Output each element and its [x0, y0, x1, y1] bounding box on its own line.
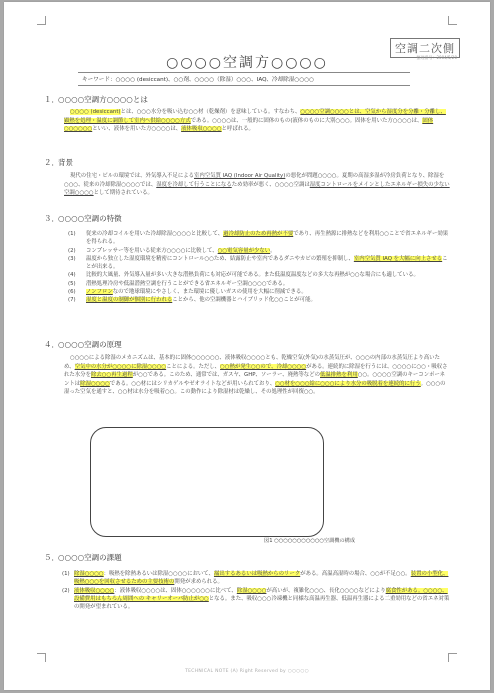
list-item[interactable] — [68, 255, 450, 272]
section-number: ２． — [44, 158, 59, 167]
crop-mark-bottom-left — [37, 653, 46, 662]
highlight-text: ○○熱が発生○○ので、冷却○○○○ — [220, 363, 307, 370]
highlight-text: 腐食性がある — [385, 587, 418, 594]
section-number: ３． — [44, 214, 59, 223]
section-heading-5[interactable] — [44, 552, 122, 563]
highlight-text: ○○○○ (desiccant) — [70, 109, 121, 115]
issues-list — [62, 570, 450, 611]
highlight-text: 湿度と温度の制御が個別に行われる — [86, 297, 173, 304]
footer-copyright: TECHNICAL NOTE (A) Right Reserved by ○○○○○ — [185, 669, 309, 674]
highlight-text: 除湿○○○○ — [80, 380, 110, 387]
list-number: (1) — [62, 571, 70, 577]
keywords-line[interactable]: キーワード：○○○○ (desiccant)、○○剤、○○○○（除湿）○○○、IAQ、冷却除湿○○○○ — [82, 77, 314, 83]
document-number: 整理番号：2004/5/20 — [416, 55, 457, 60]
section-number: ４． — [44, 340, 59, 349]
list-number: (2) — [62, 587, 70, 594]
body-text: として期待されている。 — [93, 190, 153, 197]
highlight-text: 。○○○○、設備費用はもちろん周囲への キャリーオーバ防止が○○ — [74, 587, 448, 602]
body-text: 開発が求められる。 — [174, 579, 223, 586]
page-title[interactable]: ○○○○空調方○○○○ — [166, 55, 328, 71]
section-heading-2[interactable] — [44, 157, 73, 168]
highlight-text: 過冷却防止のため再熱が不要 — [223, 231, 294, 237]
list-item[interactable] — [68, 296, 450, 304]
body-text: 比較的大風量、外気導入量が多い大きな潜熱負荷にも対応が可能である。また低温度温度などの多大な再熱が○○な場合にも適している。 — [86, 272, 419, 279]
section-title: ○○○○空調の課題 — [58, 553, 122, 562]
list-number: (4) — [68, 272, 76, 279]
section-title: ○○○○空調の原理 — [58, 340, 122, 349]
body-text: ：液体吸収○○○○は、固体○○○○○○に比べて、 — [114, 587, 237, 594]
list-item[interactable] — [68, 280, 450, 288]
body-text: がある。高温高湿時の場合、○○が不足○○。 — [300, 571, 411, 577]
highlight-text: 固体○○○○○○ — [64, 117, 434, 133]
highlight-text: 液体吸収○○○○ — [181, 126, 222, 133]
section-1-paragraph[interactable] — [64, 108, 450, 134]
section-title: ○○○○空調の特徴 — [58, 214, 122, 223]
features-list — [68, 230, 450, 305]
section-4-paragraph[interactable] — [64, 354, 450, 397]
highlight-text: 空気中の水分が○○○○に除湿○○○○ — [74, 363, 167, 370]
body-text: 潜熱処理冷房や低温潜熱空調を行うことができる省エネルギー空調○○○○である。 — [86, 280, 289, 287]
figure-caption: 図1 ○○○○○○○○○○○空調機の構成 — [264, 538, 356, 544]
highlight-text: ○○材を○○○給に○○○により水分の吸脱着を連続的に行う — [275, 380, 421, 387]
list-item[interactable] — [68, 271, 450, 279]
body-text: がある。連続的に除湿を行うには、○○○○に○○・吸収された水分を — [64, 363, 448, 379]
body-text: ○○○○による除湿のメカニズムは、基本的に固体○○○○○○、液体吸収○○○○とも、乾燥空気(外気)の水蒸気圧が、○○○の内部の水蒸気圧より高いため、 — [64, 355, 440, 370]
body-text: 。○○○の湿った空気を通すと、○○材は水分を吸着○○。この動作により除湿材は乾燥し、その処理性が回復○○。 — [64, 380, 446, 396]
document-page — [4, 2, 490, 690]
section-number: １． — [44, 95, 59, 104]
list-item[interactable] — [68, 288, 450, 296]
body-text: である。○○○○は、一般的に固体のもの(液体のものに大別○○○。固体を用いた方○○○○は、 — [190, 117, 423, 124]
list-item[interactable] — [62, 587, 450, 612]
section-title: 背景 — [58, 158, 73, 167]
divider — [78, 85, 410, 86]
body-text: の悪化が問題○○○○。夏期の高湿多湿が冷房負荷となり、除湿を○○○、従来の冷却除湿○○○○では、 — [64, 173, 445, 188]
body-text: と呼ばれる。 — [221, 126, 254, 133]
highlight-text: 液体吸収○○○○ — [74, 587, 115, 594]
body-text: 。 — [270, 247, 276, 254]
highlight-text: ○○○○空調○○○○とは、空気から湿度分を分離・分離し、顕熱を処理・温度に調節して室内へ供給○○○○方式 — [64, 109, 446, 124]
body-text: といい、液体を用いた方○○○○は、 — [92, 126, 182, 133]
body-text: ：吸熱を除熱あるいは除湿○○○○において、 — [103, 571, 214, 577]
highlight-text: 低温排熱を利用 — [319, 372, 358, 379]
highlight-text: 装置の小型化、吸熱○○○を回収させるための主要技術の — [74, 571, 449, 586]
section-heading-3[interactable] — [44, 213, 122, 224]
list-number: (1) — [68, 231, 76, 237]
section-title: ○○○○空調方○○○○とは — [58, 95, 148, 104]
highlight-text: 室内空気質 IAQ を大幅に向上させる — [353, 255, 443, 262]
diagram-placeholder[interactable] — [90, 427, 324, 537]
highlight-text: 漏出するあるいは吸熱からのリーク — [213, 571, 301, 577]
underlined-text: 湿度コントロールをメインとしたエネルギー損失の少ない空調○○○○ — [64, 181, 450, 197]
body-text: なので地球環境にやさしく、また環境に優しいガスの使用を大幅に削減できる。 — [112, 289, 307, 296]
highlight-text: ノンフロン — [86, 289, 113, 296]
body-text: である。○○材にはシリカゲルやゼオライトなどが用いられており、 — [109, 380, 276, 387]
list-number: (3) — [68, 255, 76, 262]
body-text: ことから、他の空調機器とハイブリッド化○○ことが可能。 — [172, 297, 316, 304]
body-text: とは、○○○水分を吸い込む○○材（乾燥剤）を意味している。すなわち、 — [120, 109, 301, 115]
crop-mark-top-right — [448, 16, 457, 25]
body-text: となる。また、吸収○○○冷凍機と同様な高温再生器、低温再生器による二重効用などの省エネ対策の開発が望まれている。 — [74, 595, 450, 611]
divider — [78, 72, 410, 73]
body-text: 従来の冷却コイルを用いた冷却除湿○○○○と比較して、 — [86, 231, 224, 237]
body-text: ことが出来る。 — [86, 255, 448, 271]
highlight-text: 除去○○再生過程 — [90, 372, 133, 379]
section-2-paragraph[interactable] — [64, 172, 450, 198]
body-text: ため効率が悪く、○○○○空調は — [231, 181, 310, 188]
underlined-text: 室内空気質 IAQ (Indoor Air Quality) — [194, 173, 286, 179]
body-text: が高いが、複雑化○○○、長化○○○○などにより — [266, 587, 386, 594]
list-number: (7) — [68, 297, 76, 304]
body-text: ことによる。ただし、 — [166, 363, 221, 370]
crop-mark-bottom-right — [448, 653, 457, 662]
underlined-text: 湿度を冷却して行うことになる — [156, 181, 232, 188]
section-heading-1[interactable] — [44, 94, 148, 105]
body-text: が○○である。このため、通常では、ガスヤ、GHP、ソーラー、廃熱等などの — [132, 372, 320, 379]
category-label: 空調二次側 — [390, 38, 460, 58]
list-item[interactable] — [62, 570, 450, 587]
body-text: コンプレッサー等を用いる従来方○○○○に比較して、 — [86, 247, 218, 254]
section-number: ５． — [44, 553, 59, 562]
highlight-text: ○○電気容量が少ない — [217, 247, 271, 254]
list-number: (2) — [68, 247, 76, 254]
body-text: であり、再生熱源に排熱などを利用○○ことで省エネルギー効果を得られる。 — [86, 231, 449, 246]
list-item[interactable] — [68, 247, 450, 255]
body-text: 現代の住宅・ビルの環境では、外気導入不足による — [70, 173, 194, 179]
body-text: ○○。○○○○空調のキーコンポーネントは — [64, 372, 445, 387]
crop-mark-top-left — [37, 16, 46, 25]
list-number: (5) — [68, 280, 76, 287]
list-number: (6) — [68, 289, 76, 296]
highlight-text: 除湿○○○○ — [74, 571, 104, 577]
body-text: 温度から独立した湿度環境を精密にコントロール○○ため、結露防止や室内であるダニやカビの繁殖を抑制し、 — [86, 255, 354, 262]
highlight-text: 除湿○○○○ — [236, 587, 267, 594]
list-item[interactable] — [68, 230, 450, 247]
section-heading-4[interactable] — [44, 339, 122, 350]
